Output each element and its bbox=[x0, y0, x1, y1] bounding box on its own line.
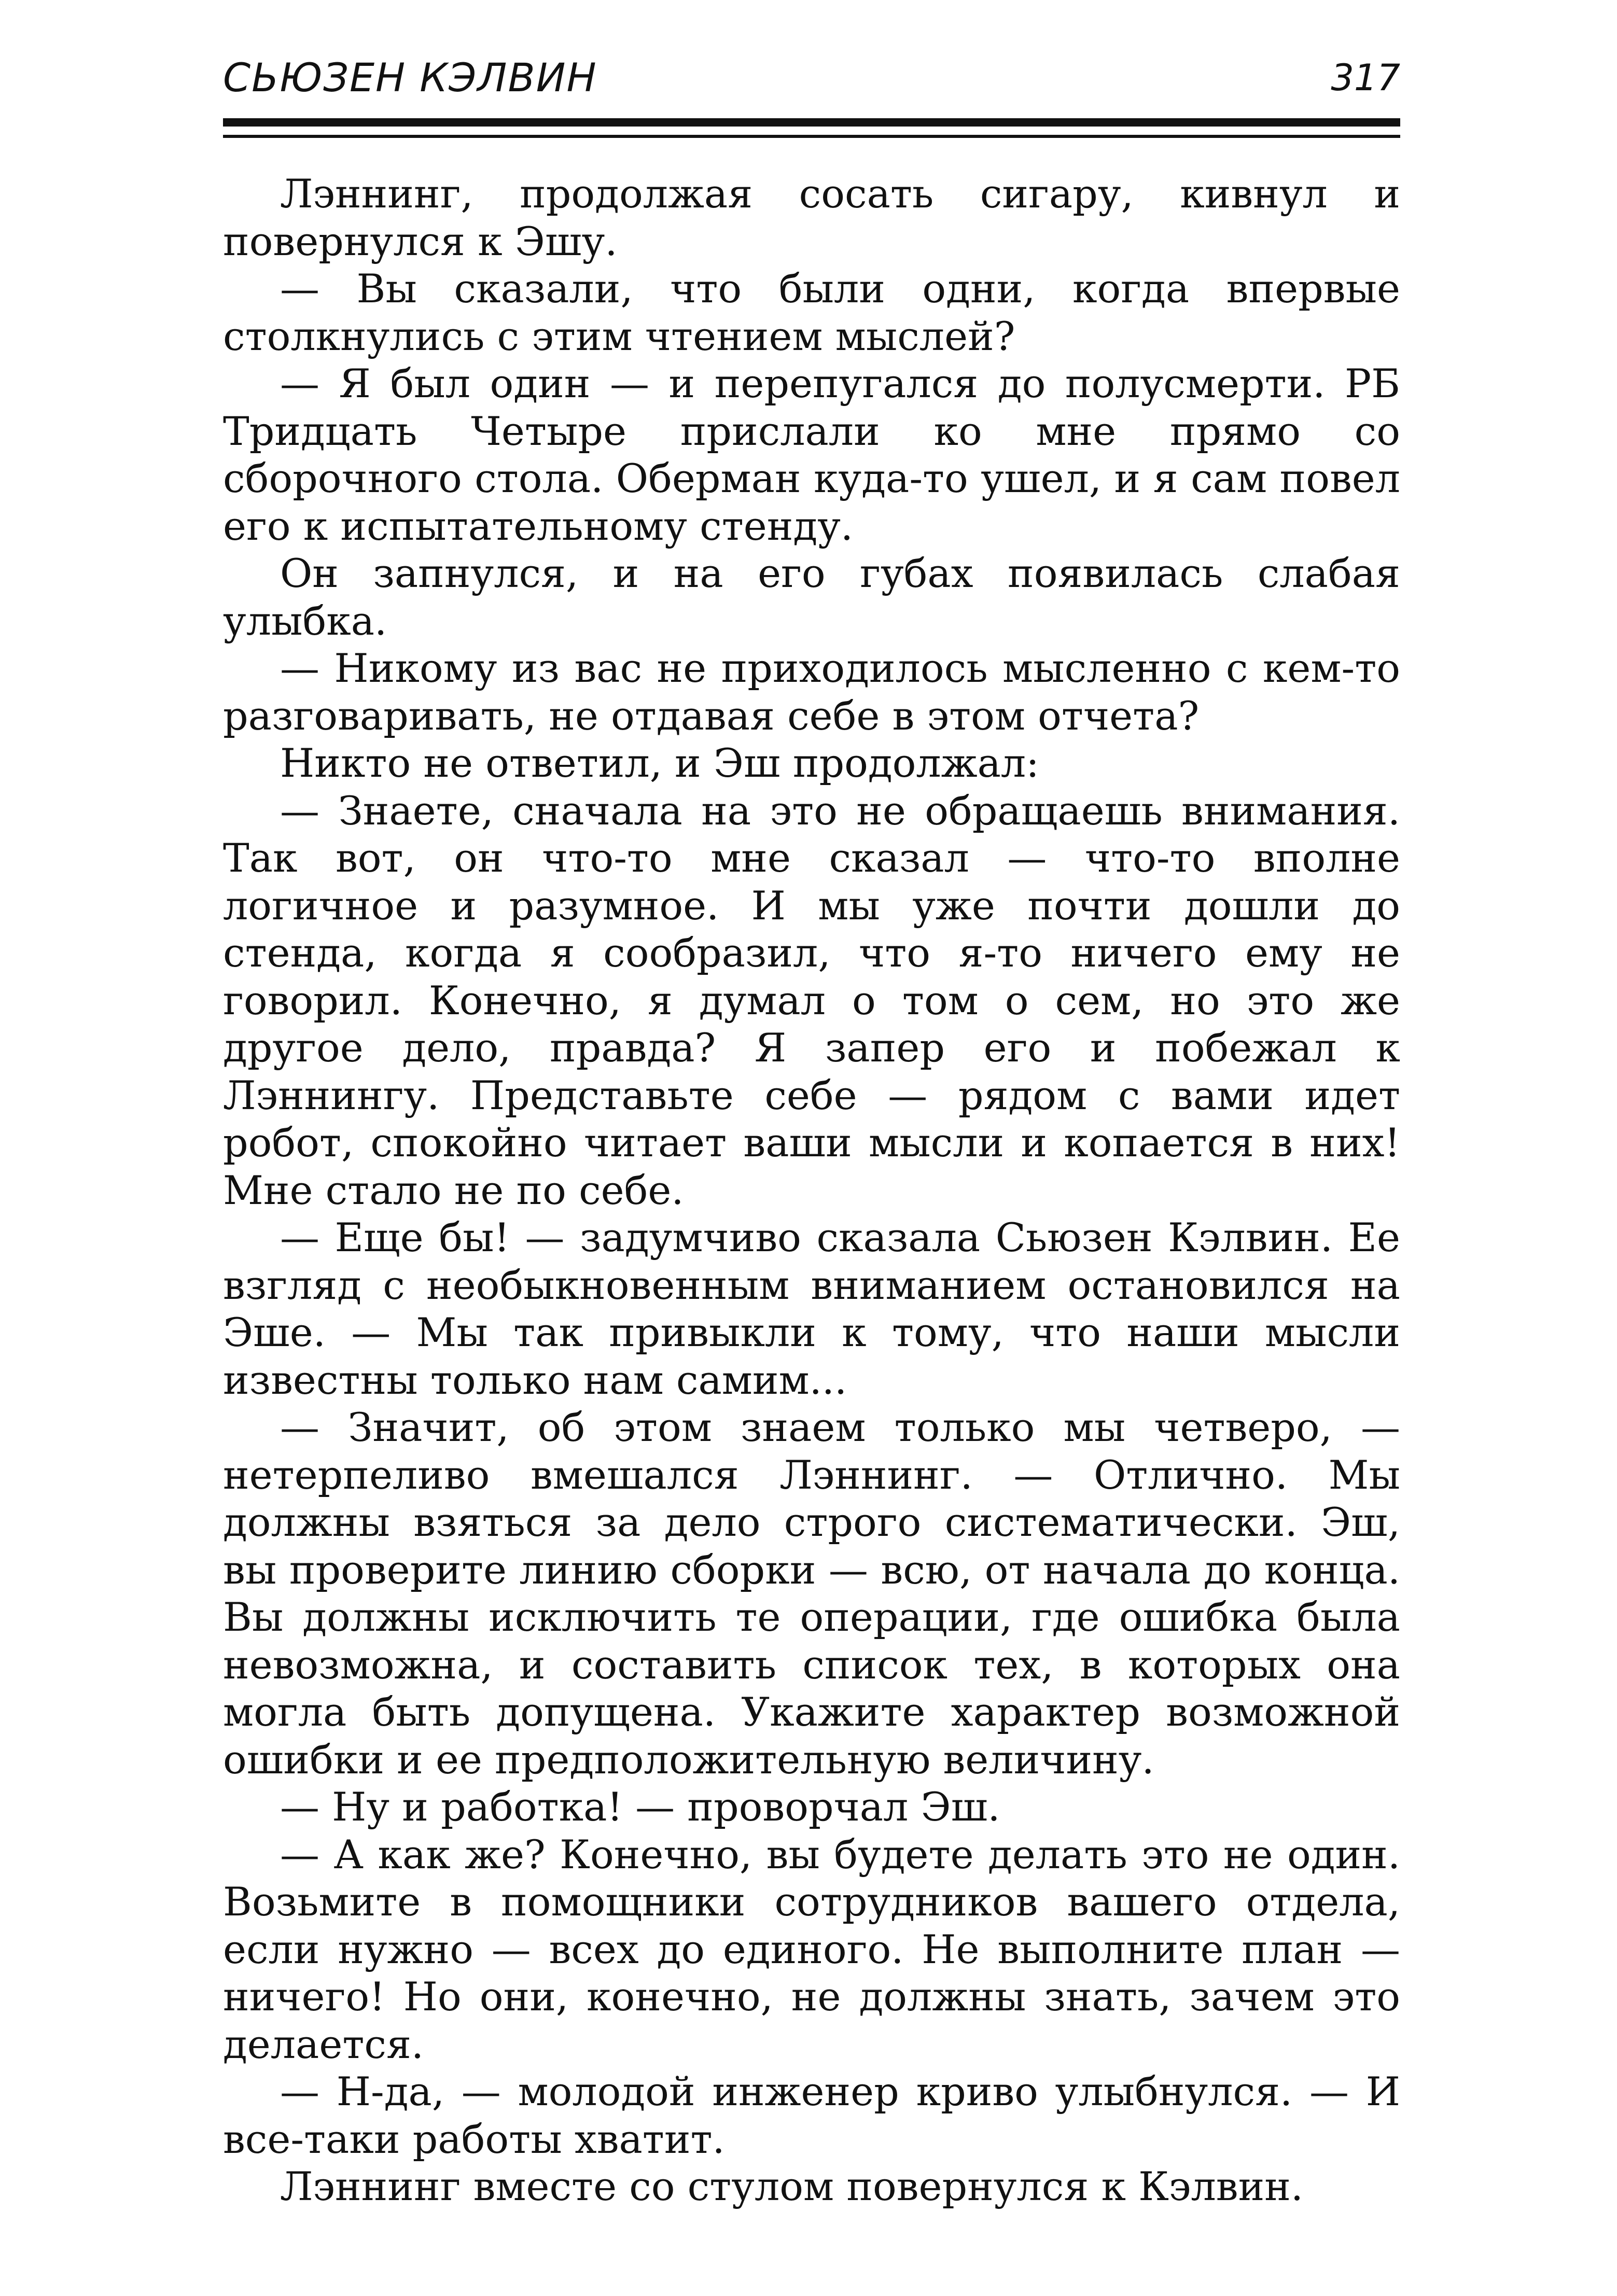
paragraph: — Я был один — и перепугался до полусмерти. РБ Тридцать Четыре прислали ко мне прямо со сборочного стола. Оберман куда-то ушел, и я сам повел его к испытательному стенду. bbox=[223, 360, 1400, 549]
paragraph: Лэннинг, продолжая сосать сигару, кивнул и повернулся к Эшу. bbox=[223, 171, 1400, 264]
running-head bbox=[223, 49, 1400, 106]
paragraph: Он запнулся, и на его губах появилась слабая улыбка. bbox=[223, 550, 1400, 644]
header-rule-thin bbox=[223, 135, 1400, 138]
header-rule-thick bbox=[223, 118, 1400, 127]
paragraph: — Знаете, сначала на это не обращаешь внимания. Так вот, он что-то мне сказал — что-то вполне логичное и разумное. И мы уже почти дошли до стенда, когда я сообразил, что я-то ничего ему не говорил. Конечно, я думал о том о сем, но это же другое дело, правда? Я запер его и побежал к Лэннингу. Представьте себе — рядом с вами идет робот, спокойно читает ваши мысли и копается в них! Мне стало не по себе. bbox=[223, 787, 1400, 1213]
paragraph: — Ну и работка! — проворчал Эш. bbox=[280, 1784, 1000, 1830]
paragraph: — Значит, об этом знаем только мы четверо, — нетерпеливо вмешался Лэннинг. — Отлично. Мы должны взяться за дело строго систематически. Эш, вы проверите линию сборки — всю, от начала до конца. Вы должны исключить те операции, где ошибка была невозможна, и составить список тех, в которых она могла быть допущена. Укажите характер возможной ошибки и ее предположительную величину. bbox=[223, 1404, 1400, 1783]
paragraph: — А как же? Конечно, вы будете делать это не один. Возьмите в помощники сотрудников вашего отдела, если нужно — всех до единого. Не выполните план — ничего! Но они, конечно, не должны знать, зачем это делается. bbox=[223, 1831, 1400, 2067]
paragraph: — Никому из вас не приходилось мысленно с кем-то разговаривать, не отдавая себе в этом отчета? bbox=[223, 645, 1400, 739]
paragraph: — Вы сказали, что были одни, когда впервые столкнулись с этим чтением мыслей? bbox=[223, 265, 1400, 359]
paragraph: Никто не ответил, и Эш продолжал: bbox=[280, 740, 1039, 786]
running-title: СЬЮЗЕН КЭЛВИН bbox=[223, 54, 597, 101]
page-number: 317 bbox=[1331, 57, 1400, 99]
paragraph: — Н-да, — молодой инженер криво улыбнулся. — И все-таки работы хватит. bbox=[223, 2068, 1400, 2162]
paragraph: — Еще бы! — задумчиво сказала Сьюзен Кэлвин. Ее взгляд с необыкновенным вниманием остановился на Эше. — Мы так привыкли к тому, что наши мысли известны только нам самим... bbox=[223, 1214, 1400, 1403]
body-text bbox=[223, 170, 1400, 2210]
paragraph: Лэннинг вместе со стулом повернулся к Кэлвин. bbox=[280, 2163, 1304, 2209]
